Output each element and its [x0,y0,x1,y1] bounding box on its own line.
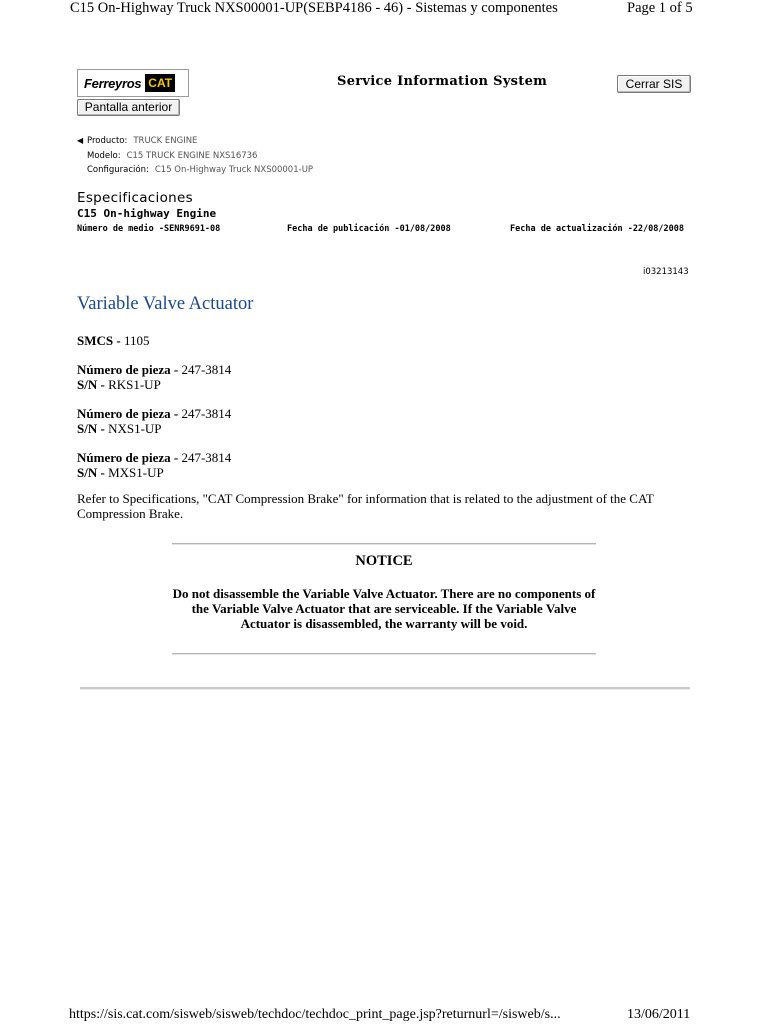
print-footer-url: https://sis.cat.com/sisweb/sisweb/techdoc/techdoc_print_page.jsp?returnurl=/sisweb/s... [69,1007,561,1022]
serial-label: S/N - [77,421,105,436]
part-number-value: 247-3814 [181,406,232,421]
media-number: Número de medio -SENR9691-08 [77,224,221,234]
print-footer-date: 13/06/2011 [627,1007,691,1022]
breadcrumb-product [77,134,313,149]
part-number-label: Número de pieza - [77,450,179,465]
serial-value: MXS1-UP [108,465,164,480]
print-page-number: Page 1 of 5 [627,0,693,16]
notice-bottom-divider [172,653,596,655]
breadcrumb-label: Producto: [87,136,128,146]
notice-text: Do not disassemble the Variable Valve Actuator. There are no components of the Variable Valve Actuator that are serviceable. If the Variable Valve Actuator is disassembled, the warranty will be void. [172,586,596,631]
part-block [77,450,231,480]
update-date: Fecha de actualización -22/08/2008 [510,224,684,234]
close-sis-button[interactable]: Cerrar SIS [617,75,691,93]
breadcrumb-model [77,149,313,164]
part-block [77,362,231,392]
smcs-value: 1105 [123,333,150,348]
breadcrumb-label: Configuración: [87,165,149,175]
breadcrumb-value: C15 On-Highway Truck NXS00001-UP [154,165,314,175]
part-number-label: Número de pieza - [77,362,179,377]
document-title: Variable Valve Actuator [77,294,254,314]
notice-title: NOTICE [355,553,413,569]
publish-date: Fecha de publicación -01/08/2008 [287,224,451,234]
document-id: i03213143 [643,267,689,277]
notice-top-divider [172,543,596,545]
product-breadcrumb [77,134,313,178]
page-end-divider [80,687,690,690]
back-arrow-icon[interactable]: ◀ [77,136,84,145]
breadcrumb-value: TRUCK ENGINE [133,136,198,146]
serial-value: RKS1-UP [108,377,161,392]
reference-paragraph: Refer to Specifications, "CAT Compression Brake" for information that is related to the adjustment of the CAT Compression Brake. [77,491,654,521]
section-subtitle: C15 On-highway Engine [77,207,217,220]
previous-screen-button[interactable]: Pantalla anterior [77,99,180,116]
section-title: Especificaciones [77,190,193,206]
part-block [77,406,231,436]
part-number-label: Número de pieza - [77,406,179,421]
serial-label: S/N - [77,465,105,480]
smcs-label: SMCS - [77,333,121,348]
system-title: Service Information System [337,74,548,89]
serial-label: S/N - [77,377,105,392]
breadcrumb-label: Modelo: [87,150,121,161]
ferreyros-cat-logo [77,69,189,97]
print-header-title: C15 On-Highway Truck NXS00001-UP(SEBP4186 - 46) - Sistemas y componentes [70,0,558,16]
serial-value: NXS1-UP [108,421,162,436]
part-number-value: 247-3814 [181,362,232,377]
logo-text: Ferreyros [84,75,142,91]
cat-logo-icon: CAT [145,74,175,92]
breadcrumb-configuration [77,163,313,178]
breadcrumb-value: C15 TRUCK ENGINE NXS16736 [126,150,258,161]
smcs-line [77,333,149,348]
part-number-value: 247-3814 [181,450,232,465]
